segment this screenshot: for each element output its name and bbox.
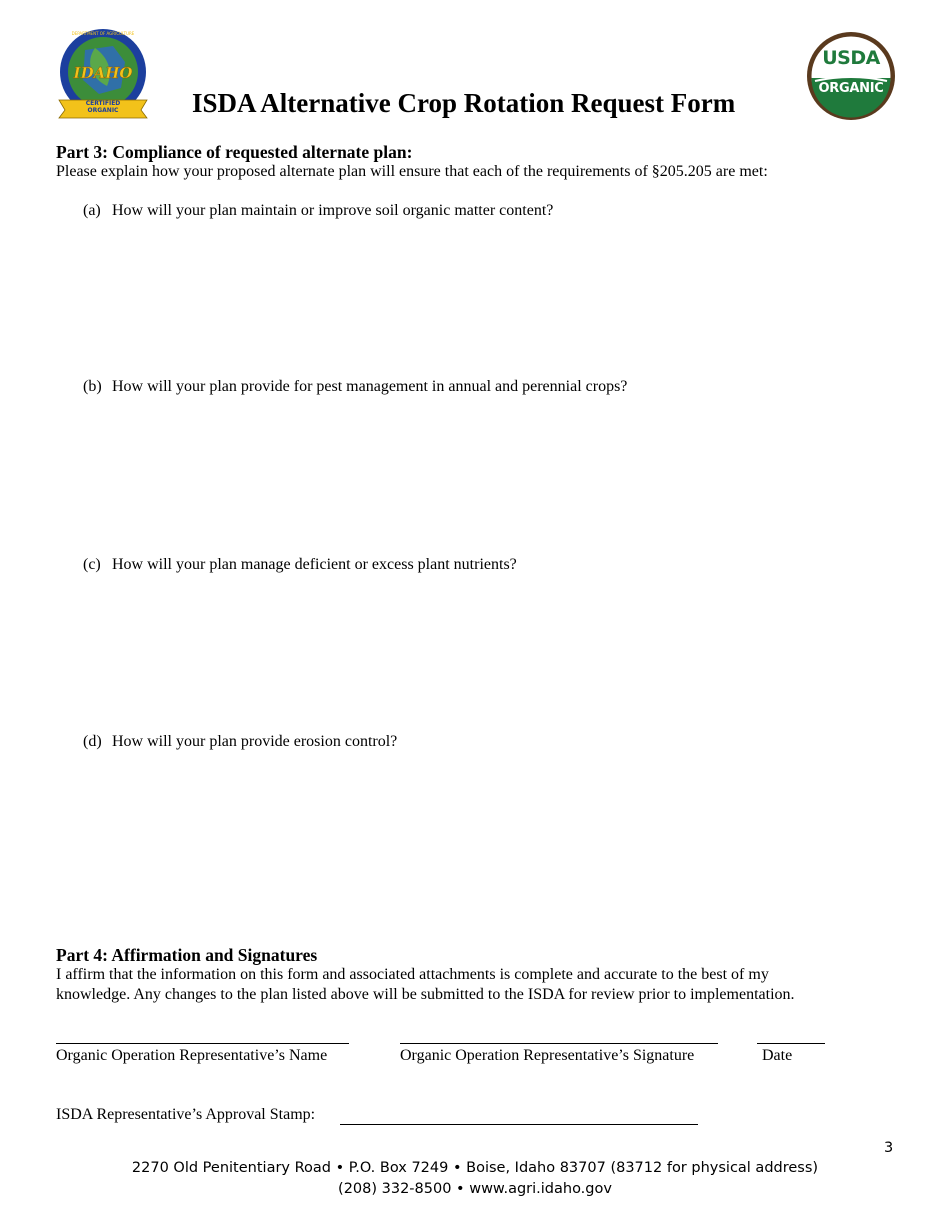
date-label: Date [762, 1047, 793, 1064]
isda-logo-banner-text: CERTIFIED ORGANIC [85, 100, 121, 114]
usda-seal-top-text: USDA [822, 47, 880, 69]
question-d-text: How will your plan provide erosion control? [112, 733, 398, 750]
approval-stamp-label: ISDA Representative’s Approval Stamp: [56, 1106, 316, 1123]
affirmation-line-2: knowledge. Any changes to the plan listed above will be submitted to the ISDA for review prior to implementation. [56, 986, 795, 1003]
question-d-label: (d) [83, 733, 102, 750]
page-title: ISDA Alternative Crop Rotation Request Form [192, 88, 736, 118]
question-d [83, 733, 397, 751]
question-a [83, 202, 553, 220]
answer-d-field[interactable] [110, 757, 894, 936]
isda-certified-organic-logo [55, 28, 151, 120]
date-line[interactable] [757, 1043, 825, 1044]
footer-contact: (208) 332-8500 • www.agri.idaho.gov [338, 1181, 612, 1197]
question-c-text: How will your plan manage deficient or excess plant nutrients? [112, 556, 517, 573]
part4-heading: Part 4: Affirmation and Signatures [56, 945, 318, 965]
part3-heading: Part 3: Compliance of requested alternate plan: [56, 142, 413, 162]
signature-line[interactable] [400, 1043, 718, 1044]
question-a-label: (a) [83, 202, 101, 219]
name-label: Organic Operation Representative’s Name [56, 1047, 328, 1064]
approval-stamp-line[interactable] [340, 1124, 698, 1125]
question-c [83, 556, 517, 574]
question-b [83, 378, 627, 396]
answer-b-field[interactable] [110, 402, 894, 548]
answer-a-field[interactable] [110, 226, 894, 370]
question-a-text: How will your plan maintain or improve soil organic matter content? [112, 202, 554, 219]
question-b-text: How will your plan provide for pest management in annual and perennial crops? [112, 378, 628, 395]
question-b-label: (b) [83, 378, 102, 395]
footer-address: 2270 Old Penitentiary Road • P.O. Box 7249 • Boise, Idaho 83707 (83712 for physical address) [131, 1160, 819, 1176]
affirmation-line-1: I affirm that the information on this form and associated attachments is complete and accurate to the best of my [56, 966, 769, 983]
name-signature-line[interactable] [56, 1043, 349, 1044]
answer-c-field[interactable] [110, 580, 894, 726]
usda-seal-bottom-text: ORGANIC [818, 81, 884, 96]
usda-organic-seal [806, 31, 896, 121]
isda-logo-ring-text: DEPARTMENT OF AGRICULTURE [71, 31, 135, 36]
page-number: 3 [884, 1140, 894, 1156]
signature-label: Organic Operation Representative’s Signature [400, 1047, 695, 1064]
isda-logo-state-text: IDAHO [73, 64, 133, 82]
part3-intro: Please explain how your proposed alternate plan will ensure that each of the requirements of §205.205 are met: [56, 163, 768, 180]
question-c-label: (c) [83, 556, 101, 573]
